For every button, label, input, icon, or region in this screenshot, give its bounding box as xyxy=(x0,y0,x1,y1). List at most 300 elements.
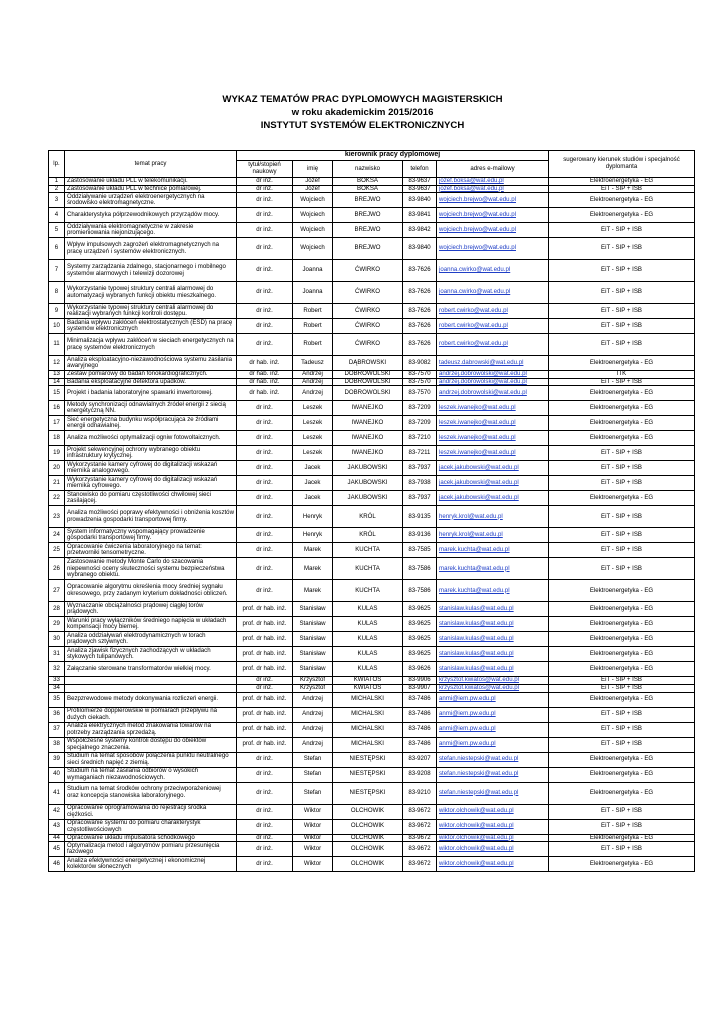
row-email-link[interactable]: leszek.iwanejko@wat.edu.pl xyxy=(439,434,516,442)
row-topic: Zastosowanie układu PLL w technice pomiarowej. xyxy=(65,185,237,193)
row-direction: Elektroenergetyka - EG xyxy=(549,692,695,707)
row-email-link[interactable]: stefan.niestepski@wat.edu.pl xyxy=(439,770,519,778)
row-number: 15 xyxy=(49,386,65,401)
row-email-link[interactable]: joanna.cwirko@wat.edu.pl xyxy=(439,266,511,274)
row-number: 3 xyxy=(49,193,65,208)
row-email-link[interactable]: tadeusz.dabrowski@wat.edu.pl xyxy=(439,358,524,366)
row-direction: Elektroenergetyka - EG xyxy=(549,602,695,617)
row-first-name: Andrzej xyxy=(293,707,333,722)
row-degree: dr hab. inż. xyxy=(237,378,293,386)
table-row xyxy=(49,506,695,528)
row-phone: 83-7486 xyxy=(403,737,437,752)
row-topic: Zastosowanie metody Monte Carlo do szacowania niepewności oceny skuteczności systemu bezpieczeństwa wybranego obiektu. xyxy=(65,558,237,580)
row-phone: 83-9840 xyxy=(403,238,437,260)
row-degree: dr inż. xyxy=(237,543,293,558)
row-first-name: Stanisław xyxy=(293,617,333,632)
row-degree: dr hab. inż. xyxy=(237,371,293,379)
row-first-name: Jacek xyxy=(293,476,333,491)
row-phone: 83-9626 xyxy=(403,662,437,677)
row-email-link[interactable]: stefan.niestepski@wat.edu.pl xyxy=(439,755,519,763)
row-email-link[interactable]: anmi@iem.pw.edu.pl xyxy=(439,695,496,703)
row-degree: prof. dr hab. inż. xyxy=(237,662,293,677)
row-degree: dr inż. xyxy=(237,401,293,416)
table-row xyxy=(49,193,695,208)
row-email-link[interactable]: marek.kuchta@wat.edu.pl xyxy=(439,564,510,572)
row-last-name: KUCHTA xyxy=(333,543,403,558)
row-degree: dr inż. xyxy=(237,461,293,476)
row-email-link[interactable]: marek.kuchta@wat.edu.pl xyxy=(439,546,510,554)
row-direction: EiT - SIP + ISB xyxy=(549,238,695,260)
table-row xyxy=(49,401,695,416)
row-last-name: OLCHOWIK xyxy=(333,804,403,819)
row-phone: 83-7626 xyxy=(403,334,437,356)
row-email xyxy=(437,834,549,842)
row-email xyxy=(437,401,549,416)
row-email xyxy=(437,602,549,617)
row-direction: Elektroenergetyka - EG xyxy=(549,834,695,842)
row-topic: Studium na temat sposobów połączenia punktu neutralnego sieci średnich napięć z ziemią. xyxy=(65,752,237,767)
row-phone: 83-7486 xyxy=(403,707,437,722)
row-degree: dr inż. xyxy=(237,416,293,431)
row-degree: dr inż. xyxy=(237,282,293,304)
row-phone: 83-9672 xyxy=(403,857,437,872)
row-direction: EiT - SIP + ISB xyxy=(549,185,695,193)
row-last-name: NIESTĘPSKI xyxy=(333,752,403,767)
row-degree: prof. dr hab. inż. xyxy=(237,632,293,647)
row-topic: Studium na temat środków ochrony przeciwporażeniowej oraz koncepcja stanowiska laboratoryjnego. xyxy=(65,782,237,804)
header-lp: lp. xyxy=(49,151,65,178)
row-number: 44 xyxy=(49,834,65,842)
title-line-3: INSTYTUT SYSTEMÓW ELEKTRONICZNYCH xyxy=(260,120,465,131)
row-last-name: DOBROWOLSKI xyxy=(333,378,403,386)
row-email xyxy=(437,662,549,677)
row-phone: 83-9136 xyxy=(403,528,437,543)
row-last-name: OLCHOWIK xyxy=(333,857,403,872)
row-first-name: Henryk xyxy=(293,506,333,528)
row-email-link[interactable]: krzysztof.kwiatos@wat.edu.pl xyxy=(439,676,520,684)
row-number: 24 xyxy=(49,528,65,543)
row-degree: dr inż. xyxy=(237,857,293,872)
row-number: 46 xyxy=(49,857,65,872)
row-degree: dr inż. xyxy=(237,193,293,208)
table-row xyxy=(49,647,695,662)
row-phone: 83-9625 xyxy=(403,617,437,632)
row-number: 23 xyxy=(49,506,65,528)
row-phone: 83-7585 xyxy=(403,543,437,558)
row-email-link[interactable]: stanislaw.kulas@wat.edu.pl xyxy=(439,605,514,613)
row-degree: dr inż. xyxy=(237,208,293,223)
row-topic: Wpływ impulsowych zagrożeń elektromagnetycznych na pracę urządzeń i systemów elektronicznych. xyxy=(65,238,237,260)
row-email-link[interactable]: krzysztof.kwiatos@wat.edu.pl xyxy=(439,684,520,691)
row-first-name: Krzysztof xyxy=(293,684,333,692)
row-number: 13 xyxy=(49,371,65,379)
row-degree: dr inż. xyxy=(237,677,293,685)
row-direction: EiT - SIP + ISB xyxy=(549,722,695,737)
row-phone: 83-7209 xyxy=(403,401,437,416)
row-number: 36 xyxy=(49,707,65,722)
row-phone: 83-9672 xyxy=(403,842,437,857)
row-first-name: Robert xyxy=(293,334,333,356)
row-email-link[interactable]: robert.cwirko@wat.edu.pl xyxy=(439,340,508,348)
row-number: 32 xyxy=(49,662,65,677)
row-degree: dr hab. inż. xyxy=(237,356,293,371)
row-email-link[interactable]: robert.cwirko@wat.edu.pl xyxy=(439,306,508,314)
row-email xyxy=(437,528,549,543)
row-phone: 83-9625 xyxy=(403,647,437,662)
row-email-link[interactable]: andrzej.dobrowolski@wat.edu.pl xyxy=(439,370,527,378)
row-degree: dr inż. xyxy=(237,767,293,782)
row-direction: Elektroenergetyka - EG xyxy=(549,767,695,782)
row-phone: 83-7209 xyxy=(403,416,437,431)
row-last-name: JAKUBOWSKI xyxy=(333,476,403,491)
row-email xyxy=(437,767,549,782)
row-topic: Opracowanie ćwiczenia laboratoryjnego na temat: przetworniki tensometryczne. xyxy=(65,543,237,558)
row-email-link[interactable]: jacek.jakubowski@wat.edu.pl xyxy=(439,464,519,472)
row-degree: dr inż. xyxy=(237,684,293,692)
table-row xyxy=(49,386,695,401)
row-direction: EiT - SIP + ISB xyxy=(549,282,695,304)
row-last-name: ĆWIRKO xyxy=(333,304,403,319)
row-first-name: Stanisław xyxy=(293,662,333,677)
table-row xyxy=(49,528,695,543)
row-first-name: Andrzej xyxy=(293,722,333,737)
row-direction: EiT - SIP + ISB xyxy=(549,684,695,692)
row-phone: 83-9637 xyxy=(403,185,437,193)
row-email xyxy=(437,819,549,834)
table-row xyxy=(49,378,695,386)
row-number: 16 xyxy=(49,401,65,416)
row-first-name: Jacek xyxy=(293,461,333,476)
title-line-2: w roku akademickim 2015/2016 xyxy=(291,107,434,118)
row-degree: dr inż. xyxy=(237,178,293,186)
row-email xyxy=(437,319,549,334)
row-degree: prof. dr hab. inż. xyxy=(237,707,293,722)
row-email-link[interactable]: wiktor.olchowik@wat.edu.pl xyxy=(439,834,514,841)
row-email xyxy=(437,185,549,193)
row-direction: Elektroenergetyka - EG xyxy=(549,356,695,371)
row-phone: 83-7210 xyxy=(403,431,437,446)
row-degree: prof. dr hab. inż. xyxy=(237,737,293,752)
row-email-link[interactable]: anmi@iem.pw.edu.pl xyxy=(439,710,496,718)
row-last-name: ĆWIRKO xyxy=(333,282,403,304)
row-email-link[interactable]: wojciech.brejwo@wat.edu.pl xyxy=(439,225,516,233)
table-row xyxy=(49,208,695,223)
row-topic: Projekt i badania laboratoryjne spawarki inwertorowej. xyxy=(65,386,237,401)
row-email-link[interactable]: jacek.jakubowski@wat.edu.pl xyxy=(439,479,519,487)
row-topic: Optymalizacja metod i algorytmów pomiaru przesunięcia fazowego xyxy=(65,842,237,857)
row-degree: dr inż. xyxy=(237,842,293,857)
row-last-name: IWANEJKO xyxy=(333,401,403,416)
row-email xyxy=(437,506,549,528)
row-email-link[interactable]: wiktor.olchowik@wat.edu.pl xyxy=(439,807,514,815)
row-number: 5 xyxy=(49,223,65,238)
table-row xyxy=(49,260,695,282)
row-phone: 83-9637 xyxy=(403,178,437,186)
row-email-link[interactable]: wojciech.brejwo@wat.edu.pl xyxy=(439,244,516,252)
row-degree: prof. dr hab. inż. xyxy=(237,722,293,737)
row-email-link[interactable]: jacek.jakubowski@wat.edu.pl xyxy=(439,494,519,502)
row-number: 20 xyxy=(49,461,65,476)
row-email-link[interactable]: anmi@iem.pw.edu.pl xyxy=(439,725,496,733)
row-direction: EiT - SIP + ISB xyxy=(549,319,695,334)
row-email-link[interactable]: joanna.cwirko@wat.edu.pl xyxy=(439,288,511,296)
row-last-name: BOKSA xyxy=(333,178,403,186)
row-email-link[interactable]: jozef.boksa@wat.edu.pl xyxy=(439,185,504,192)
row-first-name: Wiktor xyxy=(293,819,333,834)
row-email-link[interactable]: wiktor.olchowik@wat.edu.pl xyxy=(439,844,514,852)
row-email xyxy=(437,356,549,371)
row-topic: Bezpzrewodowe metody dokonywania rozliczeń energii. xyxy=(65,692,237,707)
row-topic: System informatyczny wspomagający prowadzenie gospodarki transportowej firmy. xyxy=(65,528,237,543)
row-last-name: MICHALSKI xyxy=(333,737,403,752)
table-body xyxy=(49,178,695,872)
row-topic: Opracowanie systemu do pomiaru charakterystyk częstotliwościowych xyxy=(65,819,237,834)
row-direction: EiT - SIP + ISB xyxy=(549,506,695,528)
row-email-link[interactable]: henryk.krol@wat.edu.pl xyxy=(439,531,503,539)
row-topic: Zastosowanie układu PLL w telekomunikacji. xyxy=(65,178,237,186)
row-email-link[interactable]: wiktor.olchowik@wat.edu.pl xyxy=(439,822,514,830)
table-row xyxy=(49,334,695,356)
row-degree: dr inż. xyxy=(237,558,293,580)
row-number: 14 xyxy=(49,378,65,386)
row-direction: EiT - SIP + ISB xyxy=(549,677,695,685)
row-email-link[interactable]: andrzej.dobrowolski@wat.edu.pl xyxy=(439,389,527,397)
row-phone: 83-7570 xyxy=(403,371,437,379)
row-direction: Elektroenergetyka - EG xyxy=(549,632,695,647)
row-first-name: Józef xyxy=(293,178,333,186)
row-email xyxy=(437,632,549,647)
row-direction: Elektroenergetyka - EG xyxy=(549,193,695,208)
table-row xyxy=(49,767,695,782)
row-email xyxy=(437,752,549,767)
table-row xyxy=(49,684,695,692)
row-phone: 83-9907 xyxy=(403,684,437,692)
row-last-name: DOBROWOLSKI xyxy=(333,371,403,379)
row-number: 35 xyxy=(49,692,65,707)
row-last-name: BREJWO xyxy=(333,223,403,238)
row-direction: Elektroenergetyka - EG xyxy=(549,857,695,872)
row-phone: 83-7486 xyxy=(403,692,437,707)
row-email-link[interactable]: leszek.iwanejko@wat.edu.pl xyxy=(439,449,516,457)
row-phone: 83-9207 xyxy=(403,752,437,767)
row-degree: dr hab. inż. xyxy=(237,386,293,401)
row-email-link[interactable]: leszek.iwanejko@wat.edu.pl xyxy=(439,404,516,412)
row-email xyxy=(437,580,549,602)
row-degree: dr inż. xyxy=(237,334,293,356)
row-topic: Wykorzystanie kamery cyfrowej do digitalizacji wskazań miernika cyfrowego. xyxy=(65,476,237,491)
row-phone: 83-9842 xyxy=(403,223,437,238)
row-last-name: IWANEJKO xyxy=(333,416,403,431)
row-last-name: KUCHTA xyxy=(333,580,403,602)
row-first-name: Stefan xyxy=(293,782,333,804)
row-topic: Systemy zarządzania zdalnego, stacjonarnego i mobilnego systemów alarmowych i telewizji dozorowej xyxy=(65,260,237,282)
row-email xyxy=(437,857,549,872)
row-email-link[interactable]: anmi@iem.pw.edu.pl xyxy=(439,740,496,748)
table-row xyxy=(49,662,695,677)
table-row xyxy=(49,722,695,737)
row-email xyxy=(437,543,549,558)
row-number: 10 xyxy=(49,319,65,334)
row-direction: EiT - SIP + ISB xyxy=(549,334,695,356)
row-topic: Projekt sekwencyjnej ochrony wybranego obiektu infrastruktury krytycznej. xyxy=(65,446,237,461)
row-last-name: DĄBROWSKI xyxy=(333,356,403,371)
table-row xyxy=(49,304,695,319)
row-last-name: BREJWO xyxy=(333,208,403,223)
row-email xyxy=(437,722,549,737)
row-phone: 83-9082 xyxy=(403,356,437,371)
row-last-name: KULAS xyxy=(333,647,403,662)
row-phone: 83-7570 xyxy=(403,378,437,386)
row-number: 27 xyxy=(49,580,65,602)
row-email xyxy=(437,707,549,722)
row-direction: EiT - SIP + ISB xyxy=(549,737,695,752)
row-email-link[interactable]: stanislaw.kulas@wat.edu.pl xyxy=(439,635,514,643)
row-number: 18 xyxy=(49,431,65,446)
row-direction: Elektroenergetyka - EG xyxy=(549,752,695,767)
row-number: 9 xyxy=(49,304,65,319)
row-first-name: Stanisław xyxy=(293,632,333,647)
table-row xyxy=(49,431,695,446)
row-last-name: KUCHTA xyxy=(333,558,403,580)
row-degree: prof. dr hab. inż. xyxy=(237,617,293,632)
table-row xyxy=(49,692,695,707)
row-first-name: Wiktor xyxy=(293,857,333,872)
row-topic: Wykorzystanie typowej struktury centrali alarmowej do realizacji wybranych funkcji kontroli dostępu. xyxy=(65,304,237,319)
row-direction: Elektroenergetyka - EG xyxy=(549,386,695,401)
row-email-link[interactable]: wiktor.olchowik@wat.edu.pl xyxy=(439,859,514,867)
row-topic: Sieć energetyczna budynku współpracująca ze źródłami energii odnawialnej. xyxy=(65,416,237,431)
row-topic: Studium na temat zasilania odbiorów o wysokich wymaganiach niezawodnościowych. xyxy=(65,767,237,782)
row-direction: EiT - SIP + ISB xyxy=(549,819,695,834)
row-phone: 83-9672 xyxy=(403,804,437,819)
table-row xyxy=(49,543,695,558)
row-last-name: IWANEJKO xyxy=(333,446,403,461)
row-degree: dr inż. xyxy=(237,476,293,491)
row-phone: 83-9208 xyxy=(403,767,437,782)
row-first-name: Wiktor xyxy=(293,842,333,857)
row-last-name: ĆWIRKO xyxy=(333,319,403,334)
row-last-name: KWIATOS xyxy=(333,684,403,692)
row-email-link[interactable]: marek.kuchta@wat.edu.pl xyxy=(439,586,510,594)
row-last-name: DOBROWOLSKI xyxy=(333,386,403,401)
row-email-link[interactable]: henryk.krol@wat.edu.pl xyxy=(439,512,503,520)
row-number: 29 xyxy=(49,617,65,632)
row-phone: 83-7211 xyxy=(403,446,437,461)
row-degree: dr inż. xyxy=(237,304,293,319)
row-topic: Wykorzystanie typowej struktury centrali alarmowej do automatyzacji wybranych funkcji obiektu mieszkalnego. xyxy=(65,282,237,304)
row-phone: 83-9841 xyxy=(403,208,437,223)
row-topic: Metody synchronizacji odnawialnych źródeł energii z siecią energetyczną NN. xyxy=(65,401,237,416)
row-last-name: KRÓL xyxy=(333,506,403,528)
row-email xyxy=(437,208,549,223)
row-first-name: Stefan xyxy=(293,752,333,767)
row-first-name: Andrzej xyxy=(293,371,333,379)
header-email: adres e-mailowy xyxy=(437,161,549,178)
row-direction: EiT - SIP + ISB xyxy=(549,461,695,476)
row-degree: dr inż. xyxy=(237,834,293,842)
row-number: 30 xyxy=(49,632,65,647)
row-topic: Charakterystyka półprzewodnikowych przyrządów mocy. xyxy=(65,208,237,223)
row-number: 38 xyxy=(49,737,65,752)
row-first-name: Wiktor xyxy=(293,804,333,819)
row-last-name: ĆWIRKO xyxy=(333,260,403,282)
row-email-link[interactable]: jozef.boksa@wat.edu.pl xyxy=(439,177,504,184)
row-email-link[interactable]: wojciech.brejwo@wat.edu.pl xyxy=(439,210,516,218)
row-number: 39 xyxy=(49,752,65,767)
header-first-name: imię xyxy=(293,161,333,178)
table-row xyxy=(49,446,695,461)
row-email-link[interactable]: stanislaw.kulas@wat.edu.pl xyxy=(439,650,514,658)
row-direction: EiT - SIP + ISB xyxy=(549,476,695,491)
table-row xyxy=(49,617,695,632)
row-number: 42 xyxy=(49,804,65,819)
row-email xyxy=(437,647,549,662)
row-email-link[interactable]: leszek.iwanejko@wat.edu.pl xyxy=(439,419,516,427)
row-direction: Elektroenergetyka - EG xyxy=(549,431,695,446)
row-topic: Oddziaływania elektromagnetyczne w zakresie promieniowania niejonizującego. xyxy=(65,223,237,238)
row-first-name: Henryk xyxy=(293,528,333,543)
row-first-name: Andrzej xyxy=(293,737,333,752)
row-first-name: Józef xyxy=(293,185,333,193)
row-direction: Elektroenergetyka - EG xyxy=(549,208,695,223)
table-row xyxy=(49,461,695,476)
row-number: 1 xyxy=(49,178,65,186)
row-direction: Elektroenergetyka - EG xyxy=(549,178,695,186)
row-number: 41 xyxy=(49,782,65,804)
row-last-name: NIESTĘPSKI xyxy=(333,767,403,782)
row-email-link[interactable]: andrzej.dobrowolski@wat.edu.pl xyxy=(439,378,527,385)
row-topic: Opracowanie układu impulsatora schodkowego xyxy=(65,834,237,842)
row-topic: Badania eksploatacyjne detektora upadków. xyxy=(65,378,237,386)
table-row xyxy=(49,185,695,193)
row-degree: dr inż. xyxy=(237,238,293,260)
table-row xyxy=(49,834,695,842)
row-topic: Analiza eksploatacyjno-niezawodnościowa systemu zasilania awaryjnego xyxy=(65,356,237,371)
row-email-link[interactable]: stanislaw.kulas@wat.edu.pl xyxy=(439,665,514,673)
row-degree: dr inż. xyxy=(237,506,293,528)
row-degree: dr inż. xyxy=(237,319,293,334)
row-number: 40 xyxy=(49,767,65,782)
row-email-link[interactable]: stefan.niestepski@wat.edu.pl xyxy=(439,788,519,796)
row-last-name: KULAS xyxy=(333,662,403,677)
row-last-name: MICHALSKI xyxy=(333,692,403,707)
row-number: 26 xyxy=(49,558,65,580)
row-phone: 83-7626 xyxy=(403,304,437,319)
row-degree: dr inż. xyxy=(237,431,293,446)
row-email-link[interactable]: wojciech.brejwo@wat.edu.pl xyxy=(439,195,516,203)
row-first-name: Marek xyxy=(293,580,333,602)
row-first-name: Leszek xyxy=(293,416,333,431)
row-direction: Elektroenergetyka - EG xyxy=(549,662,695,677)
row-direction: Elektroenergetyka - EG xyxy=(549,580,695,602)
row-email-link[interactable]: robert.cwirko@wat.edu.pl xyxy=(439,321,508,329)
row-email xyxy=(437,491,549,506)
row-phone: 83-9625 xyxy=(403,632,437,647)
document-title xyxy=(0,93,725,132)
row-first-name: Andrzej xyxy=(293,386,333,401)
row-email xyxy=(437,684,549,692)
row-email xyxy=(437,804,549,819)
row-email xyxy=(437,446,549,461)
row-first-name: Wojciech xyxy=(293,193,333,208)
row-phone: 83-9906 xyxy=(403,677,437,685)
table-row xyxy=(49,707,695,722)
row-degree: dr inż. xyxy=(237,819,293,834)
row-email-link[interactable]: stanislaw.kulas@wat.edu.pl xyxy=(439,620,514,628)
row-number: 33 xyxy=(49,677,65,685)
row-phone: 83-7626 xyxy=(403,260,437,282)
row-number: 22 xyxy=(49,491,65,506)
